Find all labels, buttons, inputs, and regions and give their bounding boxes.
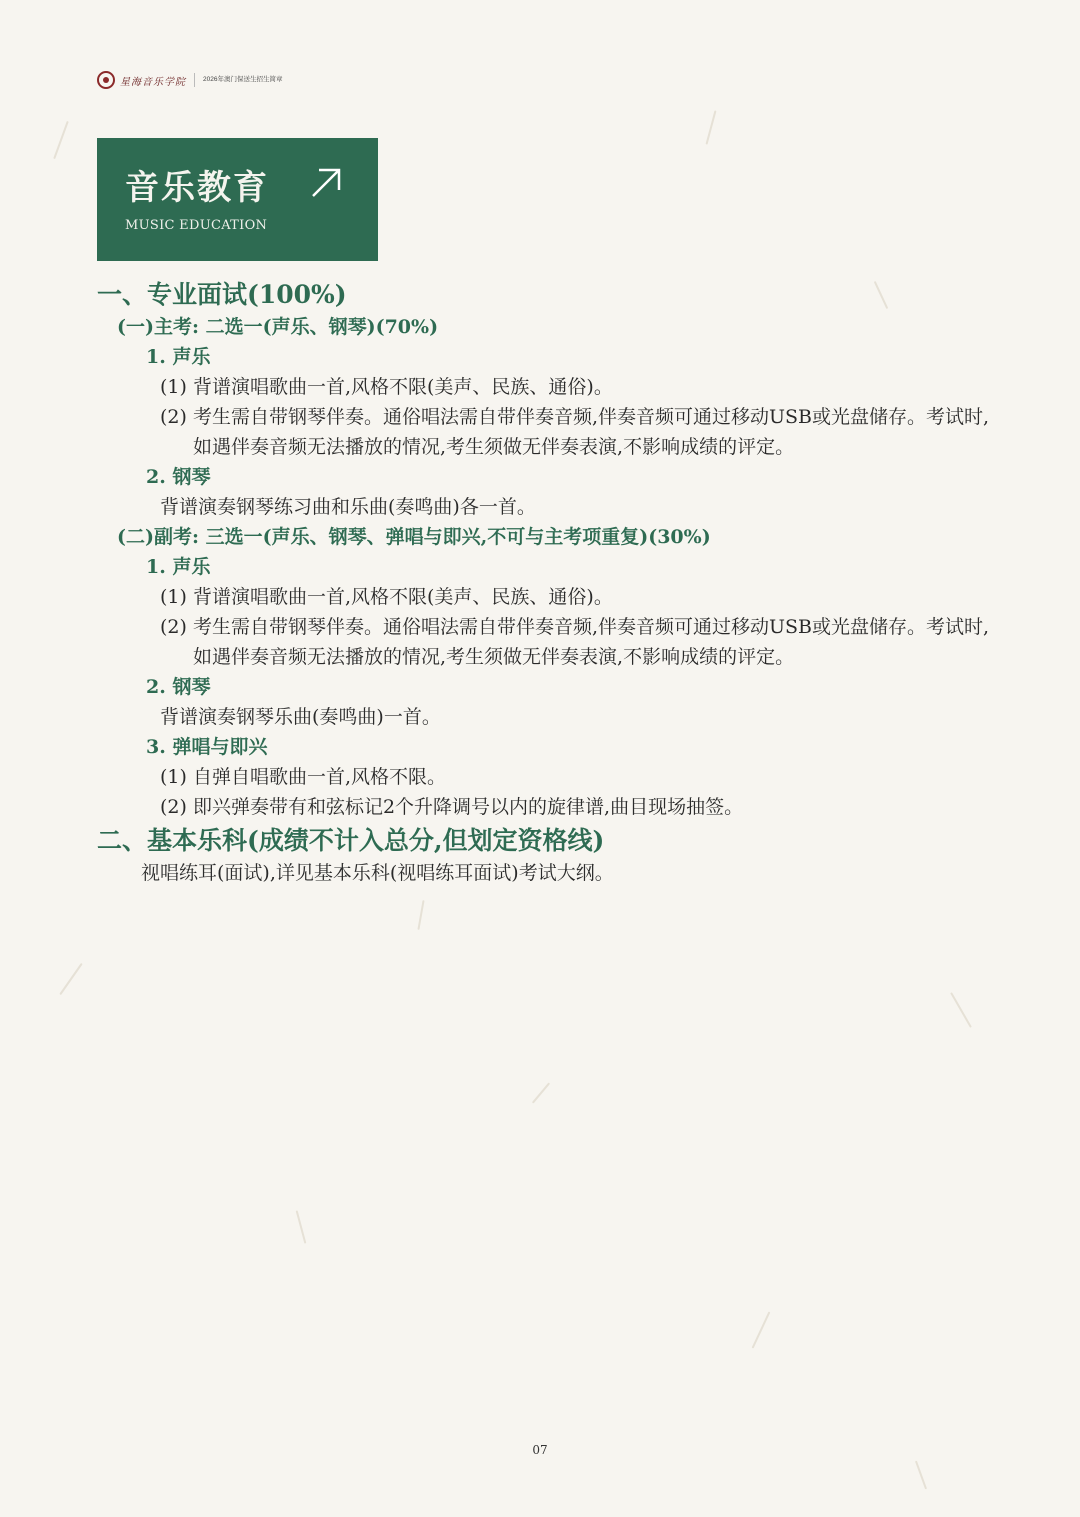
page-header — [97, 70, 282, 90]
brochure-title: 2026年澳门保送生招生简章 — [203, 76, 283, 83]
school-emblem-icon — [97, 71, 115, 89]
item-heading-piano: 2. 钢琴 — [146, 466, 211, 488]
section-heading-basic-theory: 二、基本乐科(成绩不计入总分,但划定资格线) — [97, 826, 605, 855]
section-title-en: MUSIC EDUCATION — [125, 218, 268, 233]
header-divider — [194, 73, 195, 87]
school-logo-text: 星海音乐学院 — [120, 76, 186, 88]
paragraph: 背谱演奏钢琴练习曲和乐曲(奏鸣曲)各一首。 — [160, 496, 536, 518]
item-heading-vocal: 1. 声乐 — [146, 556, 211, 578]
paragraph: (1) 背谱演唱歌曲一首,风格不限(美声、民族、通俗)。 — [160, 376, 613, 398]
item-heading-piano: 2. 钢琴 — [146, 676, 211, 698]
paragraph: (2) 即兴弹奏带有和弦标记2个升降调号以内的旋律谱,曲目现场抽签。 — [160, 796, 744, 818]
subheading-minor-exam: (二)副考: 三选一(声乐、钢琴、弹唱与即兴,不可与主考项重复)(30%) — [117, 526, 711, 548]
arrow-up-right-icon — [309, 166, 343, 200]
page-number: 07 — [532, 1443, 548, 1457]
item-heading-improv: 3. 弹唱与即兴 — [146, 736, 268, 758]
section-title-cn: 音乐教育 — [125, 168, 269, 208]
subheading-main-exam: (一)主考: 二选一(声乐、钢琴)(70%) — [117, 316, 439, 338]
paragraph: (1) 自弹自唱歌曲一首,风格不限。 — [160, 766, 446, 788]
item-heading-vocal: 1. 声乐 — [146, 346, 211, 368]
paragraph: 背谱演奏钢琴乐曲(奏鸣曲)一首。 — [160, 706, 441, 728]
paragraph: (2) 考生需自带钢琴伴奏。通俗唱法需自带伴奏音频,伴奏音频可通过移动USB或光盘储存。考试时,如遇伴奏音频无法播放的情况,考生须做无伴奏表演,不影响成绩的评定。 — [160, 406, 990, 458]
paragraph: (2) 考生需自带钢琴伴奏。通俗唱法需自带伴奏音频,伴奏音频可通过移动USB或光盘储存。考试时,如遇伴奏音频无法播放的情况,考生须做无伴奏表演,不影响成绩的评定。 — [160, 616, 990, 668]
document-body — [97, 278, 997, 888]
section-banner — [97, 138, 378, 261]
section-heading-interview: 一、专业面试(100%) — [97, 280, 347, 309]
paragraph: 视唱练耳(面试),详见基本乐科(视唱练耳面试)考试大纲。 — [141, 862, 614, 884]
paragraph: (1) 背谱演唱歌曲一首,风格不限(美声、民族、通俗)。 — [160, 586, 613, 608]
